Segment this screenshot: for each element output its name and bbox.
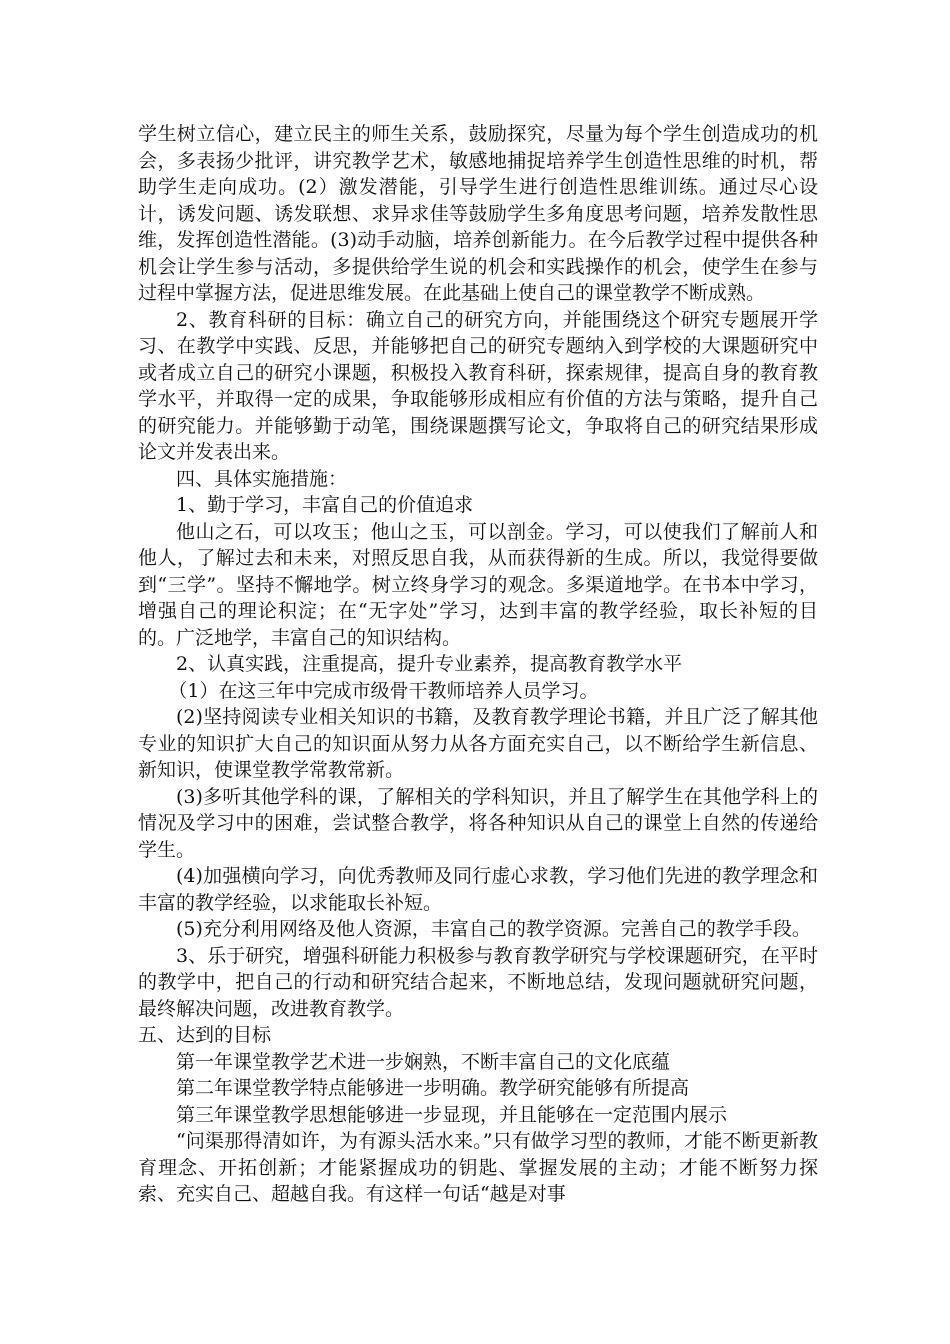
goal-year-2: 第二年课堂教学特点能够进一步明确。教学研究能够有所提高 [176, 1077, 690, 1099]
goal-year-3: 第三年课堂教学思想能够进一步显现，并且能够在一定范围内展示 [176, 1103, 728, 1126]
goal-year-1: 第一年课堂教学艺术进一步娴熟，不断丰富自己的文化底蕴 [176, 1050, 671, 1073]
subheading-diligent-learning: 1、勤于学习，丰富自己的价值追求 [176, 494, 474, 516]
list-item-3: (3)多听其他学科的课，了解相关的学科知识，并且了解学生在其他学科上的情况及学习中的困难，尝试整合教学，将各种知识从自己的课堂上自然的传递给学生。 [138, 785, 818, 861]
paragraph-research-goal: 2、教育科研的目标：确立自己的研究方向，并能围绕这个研究专题展开学习、在教学中实践、反思，并能够把自己的研究专题纳入到学校的大课题研究中或者成立自己的研究小课题，积极投入教育科研，探索规律，提高自身的教育教学水平，并取得一定的成果，争取能够形成相应有价值的方法与策略，提升自己的研究能力。并能够勤于动笔，围绕课题撰写论文，争取将自己的研究结果形成论文并发表出来。 [138, 308, 818, 463]
subheading-research: 3、乐于研究，增强科研能力积极参与教育教学研究与学校课题研究，在平时的教学中，把自己的行动和研究结合起来，不断地总结，发现问题就研究问题，最终解决问题，改进教育教学。 [138, 944, 818, 1020]
heading-implementation-measures: 四、具体实施措施： [176, 467, 348, 490]
list-item-4: (4)加强横向学习，向优秀教师及同行虚心求教，学习他们先进的教学理念和丰富的教学经验，以求能取长补短。 [138, 865, 818, 914]
list-item-5: (5)充分利用网络及他人资源，丰富自己的教学资源。完善自己的教学手段。 [176, 918, 811, 940]
paragraph-closing: “问渠那得清如许，为有源头活水来。”只有做学习型的教师，才能不断更新教育理念、开拓创新；才能紧握成功的钥匙、掌握发展的主动；才能不断努力探索、充实自己、超越自我。有这样一句话“越是对事 [138, 1130, 818, 1205]
paragraph-intro-continued: 学生树立信心，建立民主的师生关系，鼓励探究，尽量为每个学生创造成功的机会，多表扬少批评，讲究教学艺术，敏感地捕捉培养学生创造性思维的时机，帮助学生走向成功。(2）激发潜能，引导学生进行创造性思维训练。通过尽心设计，诱发问题、诱发联想、求异求佳等鼓励学生多角度思考问题，培养发散性思维，发挥创造性潜能。(3)动手动脑，培养创新能力。在今后教学过程中提供各种机会让学生参与活动，多提供给学生说的机会和实践操作的机会，使学生在参与过程中掌握方法，促进思维发展。在此基础上使自己的课堂教学不断成熟。 [138, 123, 818, 304]
list-item-2: (2)坚持阅读专业相关知识的书籍，及教育教学理论书籍，并且广泛了解其他专业的知识扩大自己的知识面从努力从各方面充实自己，以不断给学生新信息、新知识，使课堂教学常教常新。 [138, 706, 818, 781]
document-page [138, 121, 818, 1208]
list-item-1: （1）在这三年中完成市级骨干教师培养人员学习。 [168, 679, 599, 702]
subheading-practice: 2、认真实践，注重提高，提升专业素养，提高教育教学水平 [176, 653, 683, 675]
heading-goals: 五、达到的目标 [138, 1024, 272, 1046]
paragraph-learning: 他山之石，可以攻玉；他山之玉，可以剖金。学习，可以使我们了解前人和他人，了解过去和未来，对照反思自我，从而获得新的生成。所以，我觉得要做到“三学”。坚持不懈地学。树立终身学习的观念。多渠道地学。在书本中学习，增强自己的理论积淀；在“无字处”学习，达到丰富的教学经验，取长补短的目的。广泛地学，丰富自己的知识结构。 [138, 520, 818, 649]
